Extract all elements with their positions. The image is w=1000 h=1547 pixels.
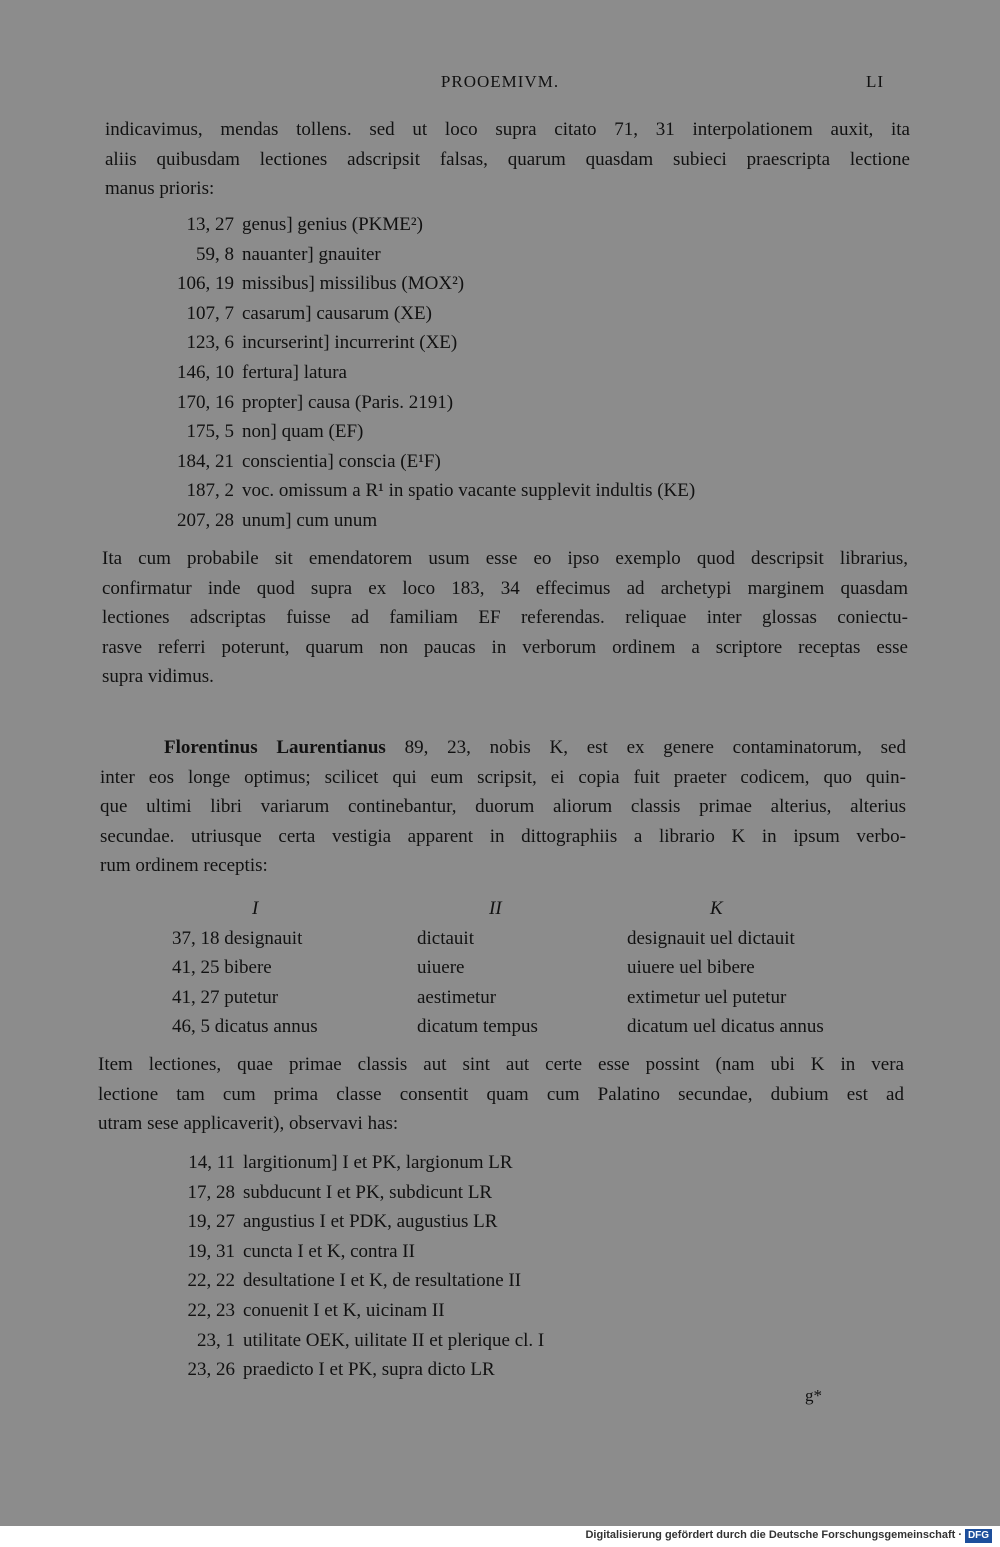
- citation-number: 14, 11: [188, 1152, 235, 1173]
- text-line: inter eos longe optimus; scilicet qui eum scripsit, ei copia fuit praeter codicem, quo quin-: [100, 766, 906, 788]
- variant-text: conscientia] conscia (E¹F): [242, 450, 441, 472]
- list-item: [170, 506, 695, 536]
- list-item: [170, 328, 695, 358]
- list-item: [170, 358, 695, 388]
- signature-mark: g*: [805, 1386, 822, 1405]
- table-cell: 37, 18 designauit: [172, 927, 303, 949]
- table-cell: 41, 25 bibere: [172, 957, 272, 979]
- table-cell: dicatum uel dicatus annus: [627, 1016, 824, 1038]
- variant-text: praedicto I et PK, supra dicto LR: [243, 1359, 495, 1381]
- table-row: [172, 953, 892, 983]
- variant-text: angustius I et PDK, augustius LR: [243, 1211, 498, 1233]
- dittography-table: [172, 894, 892, 1042]
- table-row: [172, 983, 892, 1013]
- list-item: [175, 1296, 544, 1326]
- running-title: PROOEMIVM.: [440, 72, 560, 91]
- table-cell: aestimetur: [417, 986, 497, 1008]
- text-line: secundae. utriusque certa vestigia apparent in dittographiis a librario K in ipsum verbo-: [100, 825, 906, 847]
- citation-number: 22, 22: [187, 1270, 235, 1292]
- list-item: [175, 1266, 544, 1296]
- citation-number: 184, 21: [177, 450, 234, 472]
- citation-number: 175, 5: [186, 421, 234, 443]
- text-line: indicavimus, mendas tollens. sed ut loco supra citato 71, 31 interpolationem auxit, ita: [105, 119, 910, 140]
- paragraph-2: [102, 544, 908, 692]
- table-cell: dictauit: [417, 927, 474, 949]
- paragraph-3: [100, 733, 906, 881]
- citation-number: 170, 16: [177, 391, 234, 413]
- text-line: lectiones adscriptas fuisse ad familiam EF referendas. reliquae inter glossas coniectu-: [102, 607, 908, 628]
- column-header: II: [489, 898, 502, 919]
- variant-text: casarum] causarum (XE): [242, 302, 432, 324]
- citation-number: 146, 10: [177, 361, 234, 383]
- citation-number: 19, 31: [187, 1240, 235, 1262]
- list-item: [175, 1207, 544, 1237]
- variant-list-1: [170, 210, 695, 536]
- list-item: [175, 1148, 544, 1178]
- table-row: [172, 1012, 892, 1042]
- table-cell: 41, 27 putetur: [172, 986, 279, 1008]
- variant-text: genus] genius (PKME²): [242, 214, 423, 235]
- text-line: Ita cum probabile sit emendatorem usum esse eo ipso exemplo quod descripsit librarius,: [102, 548, 908, 569]
- variant-text: non] quam (EF): [242, 421, 364, 443]
- table-cell: uiuere uel bibere: [627, 957, 755, 979]
- citation-number: 123, 6: [186, 332, 234, 354]
- citation-number: 106, 19: [177, 273, 234, 295]
- citation-number: 19, 27: [187, 1211, 235, 1233]
- variant-text: utilitate OEK, uilitate II et plerique cl. I: [243, 1329, 545, 1351]
- list-item: [170, 240, 695, 270]
- variant-text: unum] cum unum: [242, 509, 378, 531]
- list-item: [175, 1237, 544, 1267]
- variant-text: subducunt I et PK, subdicunt LR: [243, 1181, 493, 1203]
- table-cell: designauit uel dictauit: [627, 927, 795, 949]
- variant-text: missibus] missilibus (MOX²): [242, 273, 465, 295]
- variant-text: nauanter] gnauiter: [242, 243, 381, 265]
- text-line: que ultimi libri variarum continebantur, duorum aliorum classis primae alterius, alterius: [100, 796, 906, 817]
- funding-note: Digitalisierung gefördert durch die Deutsche Forschungsgemeinschaft ·: [585, 1529, 962, 1541]
- text-line: [100, 733, 906, 763]
- variant-text: fertura] latura: [242, 361, 347, 383]
- text-line: rum ordinem receptis:: [100, 855, 268, 876]
- citation-number: 13, 27: [186, 214, 234, 235]
- table-row: [172, 924, 892, 954]
- text-line: utram sese applicaverit), observavi has:: [98, 1113, 399, 1134]
- citation-number: 107, 7: [186, 302, 234, 324]
- table-header: [172, 894, 892, 924]
- table-cell: extimetur uel putetur: [627, 986, 787, 1008]
- text-line: supra vidimus.: [102, 666, 214, 687]
- list-item: [170, 447, 695, 477]
- citation-number: 207, 28: [177, 509, 234, 531]
- text-line: confirmatur inde quod supra ex loco 183, 34 effecimus ad archetypi marginem quasdam: [102, 577, 908, 599]
- paragraph-4: [98, 1050, 904, 1139]
- variant-text: incurserint] incurrerint (XE): [242, 332, 458, 354]
- variant-text: propter] causa (Paris. 2191): [242, 391, 454, 413]
- paragraph-1: [105, 115, 910, 204]
- text-line: manus prioris:: [105, 178, 215, 199]
- variant-text: cuncta I et K, contra II: [243, 1240, 415, 1262]
- list-item: [175, 1178, 544, 1208]
- footer-bar: [0, 1526, 1000, 1547]
- table-cell: uiuere: [417, 957, 465, 979]
- text-line: lectione tam cum prima classe consentit quam cum Palatino secundae, dubium est ad: [98, 1083, 904, 1105]
- dfg-logo: DFG: [965, 1529, 992, 1543]
- citation-number: 23, 26: [187, 1359, 235, 1381]
- table-cell: 46, 5 dicatus annus: [172, 1016, 318, 1038]
- variant-text: desultatione I et K, de resultatione II: [243, 1270, 522, 1292]
- citation-number: 22, 23: [187, 1299, 235, 1321]
- variant-text: voc. omissum a R¹ in spatio vacante supplevit indultis (KE): [242, 480, 696, 502]
- column-header: I: [252, 898, 259, 919]
- text-line: Item lectiones, quae primae classis aut sint aut certe esse possint (nam ubi K in vera: [98, 1054, 904, 1075]
- text-span: 89, 23, nobis K, est ex genere contaminatorum, sed: [385, 737, 906, 758]
- list-item: [170, 476, 695, 506]
- citation-number: 59, 8: [196, 243, 234, 265]
- list-item: [170, 299, 695, 329]
- list-item: [170, 417, 695, 447]
- list-item: [170, 269, 695, 299]
- text-line: rasve referri poterunt, quarum non paucas in verborum ordinem a scriptore receptas esse: [102, 636, 908, 658]
- page-number: LI: [866, 72, 885, 91]
- citation-number: 17, 28: [187, 1181, 235, 1203]
- citation-number: 187, 2: [186, 480, 234, 502]
- list-item: [175, 1326, 544, 1356]
- table-cell: dicatum tempus: [417, 1016, 538, 1038]
- text-line: aliis quibusdam lectiones adscripsit falsas, quarum quasdam subieci praescripta lectione: [105, 148, 910, 170]
- list-item: [170, 210, 695, 240]
- manuscript-name: Florentinus Laurentianus: [164, 737, 386, 758]
- list-item: [170, 388, 695, 418]
- citation-number: 23, 1: [197, 1329, 235, 1351]
- column-header: K: [710, 898, 723, 919]
- variant-text: conuenit I et K, uicinam II: [243, 1299, 445, 1321]
- variant-list-2: [175, 1148, 544, 1385]
- variant-text: largitionum] I et PK, largionum LR: [243, 1152, 513, 1173]
- list-item: [175, 1355, 544, 1385]
